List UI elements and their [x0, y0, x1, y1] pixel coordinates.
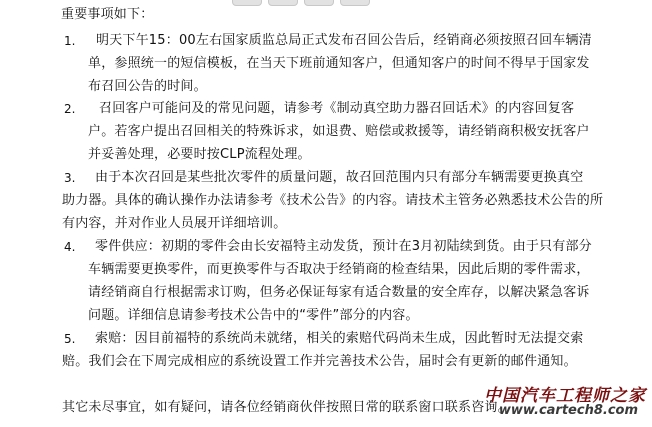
item-text-line: 索赔：因目前福特的系统尚未就绪，相关的索赔代码尚未生成，因此暂时无法提交索 [95, 331, 584, 346]
item-text-line: 问题。详细信息请参考技术公告中的“零件”部分的内容。 [88, 308, 419, 323]
item-text-line: 有内容，并对作业人员展开详细培训。 [62, 216, 287, 231]
closing-paragraph: 其它未尽事宜，如有疑问，请各位经销商伙伴按照日常的联系窗口联系咨询。 [62, 400, 511, 415]
item-text-line: 零件供应：初期的零件会由长安福特主动发货，预计在3月初陆续到货。由于只有部分 [95, 239, 592, 254]
item-text-line: 赔。我们会在下周完成相应的系统设置工作并完善技术公告，届时会有更新的邮件通知。 [62, 354, 577, 369]
item-number: 4. [64, 240, 76, 254]
item-number: 3. [64, 171, 76, 185]
item-number: 2. [64, 102, 76, 116]
watermark-url: www.cartech8.com [498, 403, 638, 418]
item-text-line: 明天下午15：00左右国家质监总局正式发布召回公告后，经销商必须按照召回车辆清 [96, 33, 592, 48]
site-watermark [476, 381, 646, 421]
item-text-line: 由于本次召回是某些批次零件的质量问题，故召回范围内只有部分车辆需要更换真空 [95, 170, 584, 185]
item-text-line: 请经销商自行根据需求订购，但务必保证每家有适合数量的安全库存，以解决紧急客诉 [88, 285, 590, 300]
item-text-line: 并妥善处理，必要时按CLP流程处理。 [88, 147, 311, 162]
item-text-line: 助力器。具体的确认操作办法请参考《技术公告》的内容。请技术主管务必熟悉技术公告的所 [62, 193, 604, 208]
item-number: 1. [64, 34, 76, 48]
item-text-line: 布召回公告的时间。 [88, 79, 207, 94]
item-text-line: 单，参照统一的短信模板，在当天下班前通知客户，但通知客户的时间不得早于国家发 [88, 56, 590, 71]
section-heading: 重要事项如下： [61, 7, 154, 22]
item-number: 5. [64, 332, 76, 346]
item-text-line: 户。若客户提出召回相关的特殊诉求，如退费、赔偿或救援等，请经销商积极安抚客户 [88, 124, 590, 139]
item-text-line: 车辆需要更换零件，而更换零件与否取决于经销商的检查结果，因此后期的零件需求， [88, 262, 590, 277]
watermark-title: 中国汽车工程师之家 [484, 386, 646, 406]
item-text-line: 召回客户可能问及的常见问题，请参考《制动真空助力器召回话术》的内容回复客 [99, 101, 575, 116]
